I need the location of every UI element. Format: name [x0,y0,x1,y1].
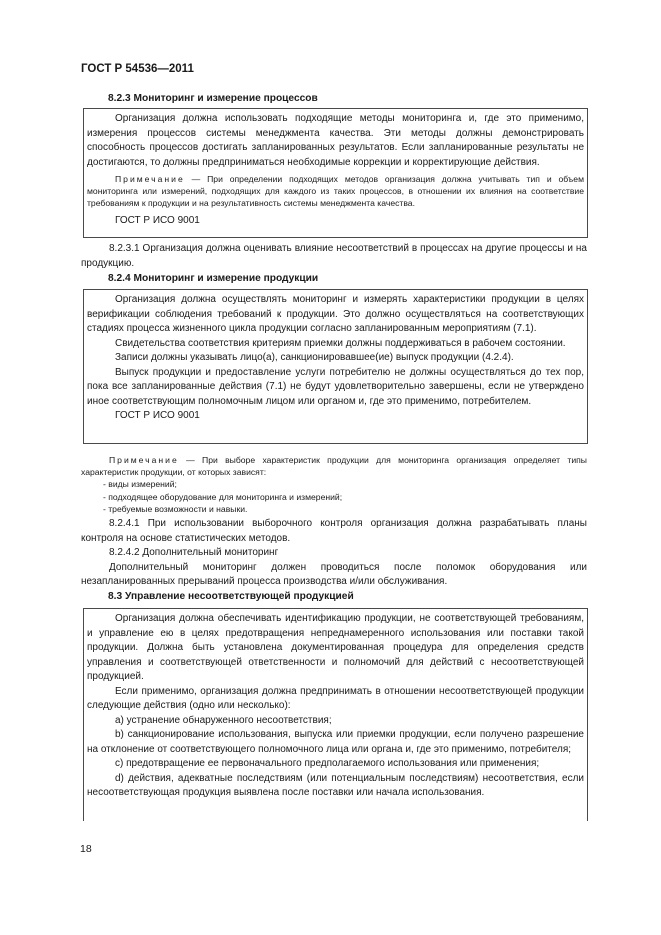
section-8-2-4-2 [81,546,587,590]
section-8-2-4-heading: 8.2.4 Мониторинг и измерение продукции [108,273,319,284]
section-8-2-4-note [81,454,587,478]
note-label: Примечание [115,174,185,184]
section-8-2-4-paragraph-2: Свидетельства соответствия критериям приемки должны поддерживаться в рабочем состоянии. [115,337,566,349]
list-item: - требуемые возможности и навыки. [103,504,248,515]
section-8-2-3-note [87,173,584,210]
list-item: - виды измерений; [103,479,177,490]
note-label: Примечание [109,455,179,465]
section-8-2-4-2-heading: 8.2.4.2 Дополнительный мониторинг [109,547,279,558]
section-8-3-item-c: c) предотвращение ее первоначального предполагаемого использования или применения; [115,758,540,769]
document-code-header: ГОСТ Р 54536—2011 [81,63,194,75]
page-number: 18 [80,843,92,855]
section-8-2-3-1-text: 8.2.3.1 Организация должна оценивать влияние несоответствий в процессах на другие процессы и на продукцию. [81,243,587,269]
list-item: - подходящее оборудование для мониторинга и измерений; [103,491,343,502]
section-8-3-item-b: b) санкционирование использования, выпуска или приемки продукции, если получено разрешение на отклонение от соответствующего полномочного лица или органа и, где это применимо, потребителя; [87,729,584,755]
note-text: — При выборе характеристик продукции для мониторинга организация определяет типы характеристик продукции, от которых зависят: [81,455,587,478]
section-8-2-3-box [83,108,588,238]
section-8-2-3-reference: ГОСТ Р ИСО 9001 [115,214,200,226]
section-8-3-paragraph-2: Если применимо, организация должна предпринимать в отношении несоответствующей продукции следующие действия (одно или несколько): [87,685,584,711]
section-8-2-3-1 [81,242,587,271]
section-8-2-4-2-text: Дополнительный мониторинг должен проводиться после поломок оборудования или незапланированных прерываний процесса производства и/или обслуживания. [81,561,587,587]
section-8-3-heading: 8.3 Управление несоответствующей продукцией [108,591,354,602]
section-8-2-4-1-text: 8.2.4.1 При использовании выборочного контроля организация должна разрабатывать планы контроля на основе статистических методов. [81,518,587,544]
section-8-2-4-paragraph-4: Выпуск продукции и предоставление услуги потребителю не должны осуществляться до тех пор, пока все запланированные действия (7.1) не будут удовлетворительно завершены, если не утверждено иное соответствующим полномочным лицом или органом и, где это применимо, потребителем. [87,366,584,407]
section-8-2-4-note-block [81,454,587,516]
section-8-2-4-box [83,289,588,444]
section-8-2-4-reference: ГОСТ Р ИСО 9001 [115,410,200,421]
section-8-2-3-heading: 8.2.3 Мониторинг и измерение процессов [108,93,318,104]
section-8-2-4-1 [81,517,587,546]
dash-list [81,478,587,515]
section-8-2-4-paragraph-3: Записи должны указывать лицо(а), санкционировавшее(ие) выпуск продукции (4.2.4). [115,352,514,363]
section-8-3-box [83,608,588,821]
section-8-3-item-a: a) устранение обнаруженного несоответствия; [115,714,332,726]
section-8-3-paragraph-1: Организация должна обеспечивать идентификацию продукции, не соответствующей требованиям, и управление ею в целях предотвращения непреднамеренного использования или поставки такой продукции. Должна быть установлена документированная процедура для определения средств управления и соответствующей ответственности и полномочий для действий с несоответствующей продукцией. [87,613,584,682]
note-text: — При определении подходящих методов организация должна учитывать тип и объем мониторинга или измерений, подходящих для каждого из таких процессов, в отношении их влияния на соответствие требованиям к продукции и на результативность системы менеджмента качества. [87,174,584,209]
section-8-2-4-paragraph-1: Организация должна осуществлять мониторинг и измерять характеристики продукции в целях верификации соблюдения требований к продукции. Это должно осуществляться на соответствующих стадиях процесса жизненного цикла продукции согласно запланированным мероприятиям (7.1). [87,294,584,334]
section-8-3-item-d: d) действия, адекватные последствиям (или потенциальным последствиям) несоответствия, если несоответствующая продукция выявлена после поставки или начала использования. [87,772,584,798]
section-8-2-3-paragraph: Организация должна использовать подходящие методы мониторинга и, где это применимо, измерения процессов системы менеджмента качества. Эти методы должны демонстрировать способность процессов достигать запланированных результатов. Если запланированные результаты не достигаются, то должны предприниматься необходимые коррекции и корректирующие действия. [87,113,584,168]
